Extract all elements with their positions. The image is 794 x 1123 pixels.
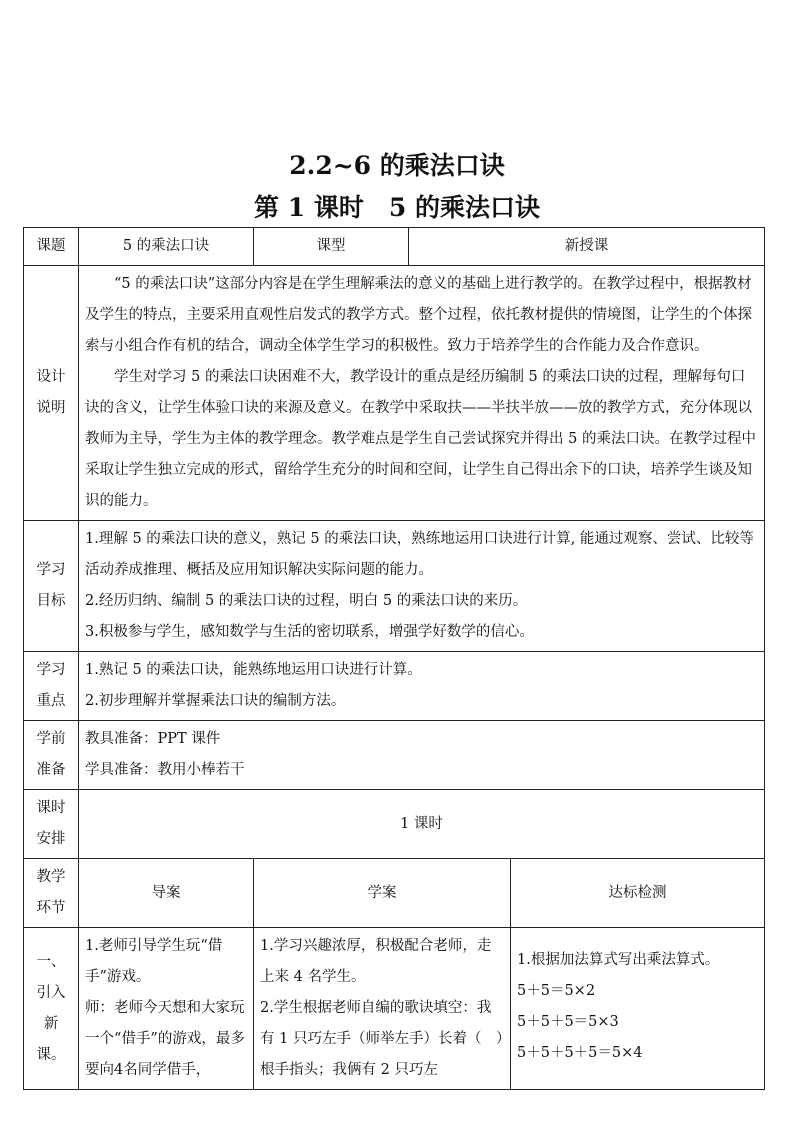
focus-row: [24, 652, 765, 721]
prep-teacher: 教具准备：PPT 课件: [85, 731, 221, 747]
goal-item: 1.理解 5 的乘法口诀的意义，熟记 5 的乘法口诀，熟练地运用口诀进行计算, 能通过观察、尝试、比较等活动养成推理、概括及应用知识解决实际问题的能力。: [85, 531, 754, 578]
goals-label: 学习 目标: [24, 521, 79, 652]
goals-content: [79, 521, 765, 652]
document-title: 2.2~6 的乘法口诀: [289, 151, 505, 180]
schedule-value: 1 课时: [79, 790, 765, 859]
header-row: [24, 228, 765, 266]
schedule-label: 课时 安排: [24, 790, 79, 859]
intro-label: 一、 引入 新课。: [24, 928, 79, 1090]
intro-row: [24, 928, 765, 1090]
stages-header-row: [24, 859, 765, 928]
prep-student: 学具准备：教用小棒若干: [85, 762, 245, 778]
goal-item: 3.积极参与学生，感知数学与生活的密切联系，增强学好数学的信心。: [85, 624, 534, 640]
intro-study: 1.学习兴趣浓厚，积极配合老师，走上来 4 名学生。 2.学生根据老师自编的歌诀填空：我有 1 只巧左手（师举左手）长着（ ）根手指头；我俩有 2 只巧左: [254, 928, 511, 1090]
focus-item: 2.初步理解并掌握乘法口诀的编制方法。: [85, 693, 346, 709]
prep-row: [24, 721, 765, 790]
type-value: 新授课: [409, 228, 765, 266]
lesson-title: 第 1 课时 5 的乘法口诀: [254, 193, 540, 222]
design-content: [79, 266, 765, 521]
goals-row: [24, 521, 765, 652]
goal-item: 2.经历归纳、编制 5 的乘法口诀的过程，明白 5 的乘法口诀的来历。: [85, 593, 528, 609]
intro-check: 1.根据加法算式写出乘法算式。 5＋5＝5×2 5＋5＋5＝5×3 5＋5＋5＋5＝5×4: [511, 928, 765, 1090]
col-study-header: 学案: [254, 859, 511, 928]
design-paragraph-1: “5 的乘法口诀”这部分内容是在学生理解乘法的意义的基础上进行教学的。在教学过程中，根据教材及学生的特点，主要采用直观性启发式的教学方式。整个过程，依托教材提供的情境图，让学生的个体探索与小组合作有机的结合，调动全体学生学习的积极性。致力于培养学生的合作能力及合作意识。: [85, 276, 752, 354]
prep-content: [79, 721, 765, 790]
design-label: 设计 说明: [24, 266, 79, 521]
design-row: [24, 266, 765, 521]
topic-value: 5 的乘法口诀: [79, 228, 254, 266]
schedule-row: [24, 790, 765, 859]
topic-label: 课题: [24, 228, 79, 266]
stages-label: 教学 环节: [24, 859, 79, 928]
design-paragraph-2: 学生对学习 5 的乘法口诀困难不大，教学设计的重点是经历编制 5 的乘法口诀的过程，理解每句口诀的含义，让学生体验口诀的来源及意义。在教学中采取扶——半扶半放——放的教学方式，充分体现以教师为主导，学生为主体的教学理念。教学难点是学生自己尝试探究并得出 5 的乘法口诀。在教学过程中采取让学生独立完成的形式，留给学生充分的时间和空间，让学生自己得出余下的口诀，培养学生谈及知识的能力。: [85, 369, 756, 509]
col-guide-header: 导案: [79, 859, 254, 928]
focus-item: 1.熟记 5 的乘法口诀，能熟练地运用口诀进行计算。: [85, 662, 422, 678]
type-label: 课型: [254, 228, 409, 266]
lesson-plan-table: [23, 227, 765, 1090]
focus-label: 学习 重点: [24, 652, 79, 721]
focus-content: [79, 652, 765, 721]
col-check-header: 达标检测: [511, 859, 765, 928]
intro-guide: 1.老师引导学生玩“借手”游戏。 师：老师今天想和大家玩一个“借手”的游戏，最多要向4名同学借手，: [79, 928, 254, 1090]
prep-label: 学前 准备: [24, 721, 79, 790]
